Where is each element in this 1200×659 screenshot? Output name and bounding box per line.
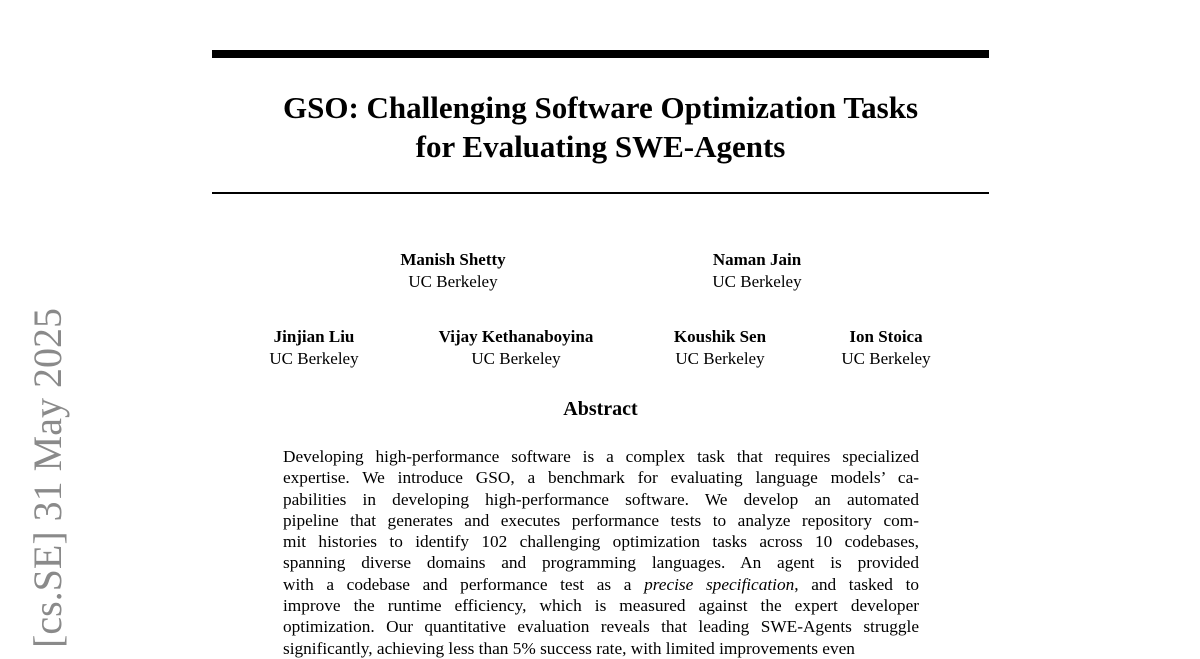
title-top-rule bbox=[212, 50, 989, 58]
title-bottom-rule bbox=[212, 192, 989, 194]
title-line-2: for Evaluating SWE-Agents bbox=[415, 129, 786, 164]
author-ion-stoica bbox=[776, 326, 996, 370]
author-affiliation: UC Berkeley bbox=[712, 272, 802, 291]
abstract-line: spanning diverse domains and programming languages. An agent is provided bbox=[283, 553, 919, 573]
title-line-1: GSO: Challenging Software Optimization Tasks bbox=[282, 90, 919, 125]
abstract-line: significantly, achieving less than 5% success rate, with limited improvements even bbox=[283, 638, 855, 658]
author-affiliation: UC Berkeley bbox=[408, 272, 498, 291]
author-name: Naman Jain bbox=[712, 250, 802, 269]
paper-title bbox=[212, 88, 989, 166]
author-name: Manish Shetty bbox=[400, 250, 506, 269]
abstract-line: expertise. We introduce GSO, a benchmark for evaluating language models’ ca- bbox=[283, 468, 919, 488]
author-vijay-kethanaboyina bbox=[406, 326, 626, 370]
abstract-line: pipeline that generates and executes performance tests to analyze repository com- bbox=[283, 510, 919, 530]
author-manish-shetty bbox=[343, 249, 563, 293]
author-name: Koushik Sen bbox=[673, 327, 767, 346]
abstract-line: pabilities in developing high-performance software. We develop an automated bbox=[283, 489, 919, 509]
abstract-line: optimization. Our quantitative evaluation reveals that leading SWE-Agents struggle bbox=[283, 617, 919, 637]
author-affiliation: UC Berkeley bbox=[841, 349, 931, 368]
arxiv-sidebar-stamp: [cs.SE] 31 May 2025 bbox=[25, 308, 70, 648]
abstract-line-segment: with a codebase and performance test as a bbox=[283, 574, 645, 594]
author-jinjian-liu bbox=[204, 326, 424, 370]
author-naman-jain bbox=[647, 249, 867, 293]
abstract-line-segment: , and tasked to bbox=[794, 574, 920, 594]
author-affiliation: UC Berkeley bbox=[269, 349, 359, 368]
author-name: Vijay Kethanaboyina bbox=[438, 327, 594, 346]
author-name: Ion Stoica bbox=[849, 327, 923, 346]
author-affiliation: UC Berkeley bbox=[675, 349, 765, 368]
abstract-line: improve the runtime efficiency, which is measured against the expert developer bbox=[283, 596, 919, 616]
abstract-line: mit histories to identify 102 challenging optimization tasks across 10 codebases, bbox=[283, 532, 919, 552]
abstract-heading: Abstract bbox=[563, 398, 638, 420]
abstract-line: Developing high-performance software is a complex task that requires specialized bbox=[283, 447, 919, 466]
emphasis-precise-specification: precise specification bbox=[644, 574, 795, 594]
abstract-line bbox=[283, 574, 919, 595]
author-name: Jinjian Liu bbox=[273, 327, 355, 346]
author-affiliation: UC Berkeley bbox=[471, 349, 561, 368]
abstract-text bbox=[283, 446, 919, 659]
